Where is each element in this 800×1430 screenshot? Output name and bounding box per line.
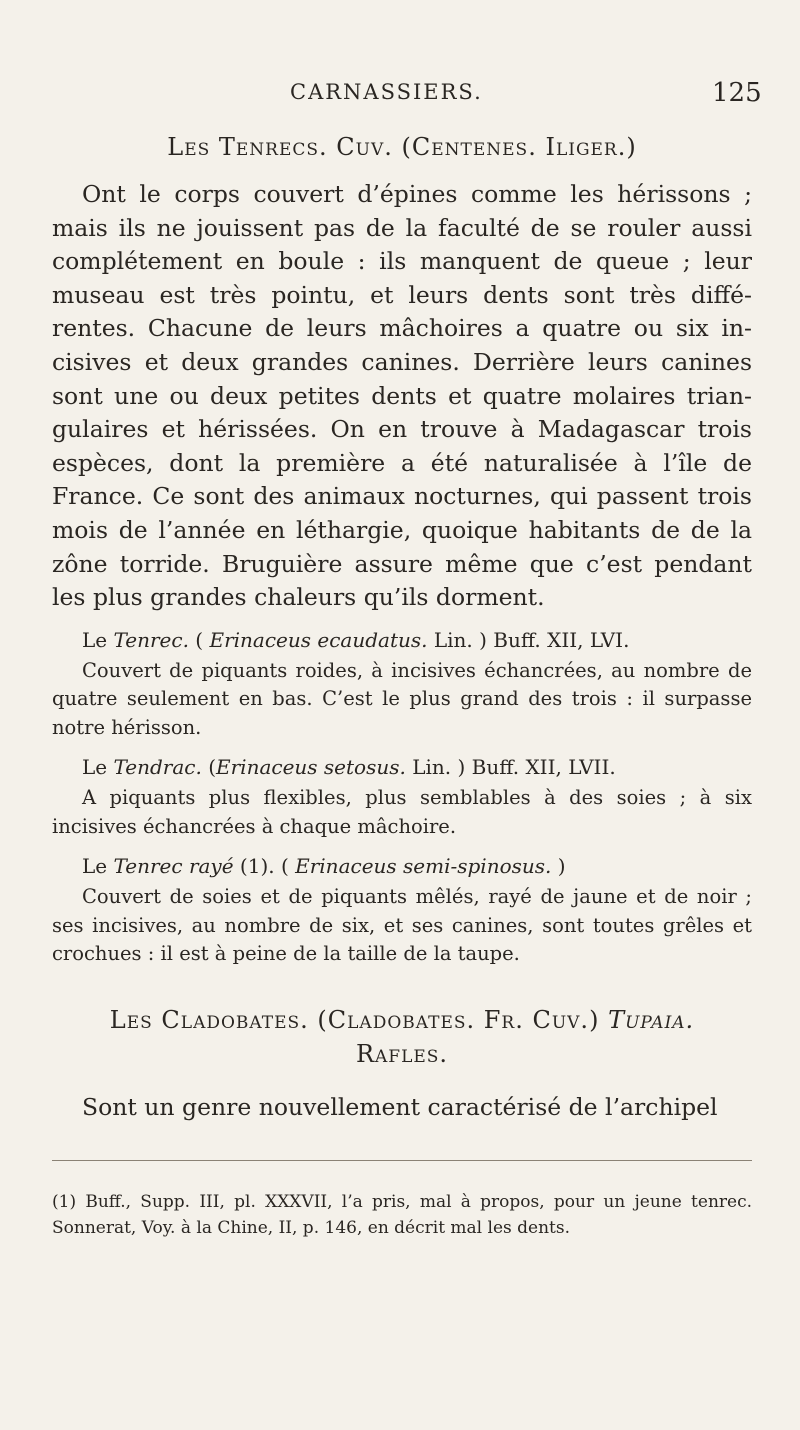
species-tenrec-raye-description: Couvert de soies et de piquants mêlés, rayé de jaune et de noir ; ses incisives, au nombre de six, et ses canines, sont toutes grêles et crochues : il est à peine de la taille de la taupe. — [52, 885, 752, 966]
species-common-name: Tendrac. — [113, 755, 202, 780]
species-latin-name: Erinaceus ecaudatus. — [209, 627, 428, 652]
footnote: (1) Buff., Supp. III, pl. XXXVII, l’a pris, mal à propos, pour un jeune tenrec. Sonnerat, Voy. à la Chine, II, p. 146, en décrit mal les dents. — [52, 1192, 752, 1238]
species-article: Le — [82, 627, 114, 652]
section-title-tenrecs: Les Tenrecs. Cuv. (Centenes. Iliger.) — [167, 133, 637, 161]
species-tendrac-heading — [52, 752, 752, 782]
page-header — [0, 78, 800, 114]
footnote-rule — [52, 1160, 752, 1161]
cladobates-title-text: Les Cladobates. (Cladobates. Fr. Cuv.) — [109, 1005, 600, 1034]
cladobates-paragraph: Sont un genre nouvellement caractérisé de l’archipel — [82, 1092, 718, 1121]
species-paren: (1). ( — [233, 854, 296, 879]
species-article: Le — [82, 755, 114, 780]
cladobates-title-italic: Tupaia. — [608, 1005, 695, 1034]
species-reference: Lin. ) Buff. XII, LVII. — [405, 755, 616, 780]
species-paren: ( — [188, 627, 210, 652]
species-tendrac-description: A piquants plus flexibles, plus semblables à des soies ; à six incisives échancrées à chaque mâchoire. — [52, 786, 752, 838]
species-tenrec-description: Couvert de piquants roides, à incisives échancrées, au nombre de quatre seulement en bas. C’est le plus grand des trois : il surpasse notre hérisson. — [52, 658, 752, 739]
species-common-name: Tenrec. — [113, 627, 189, 652]
running-head: CARNASSIERS. — [290, 80, 483, 104]
species-latin-name: Erinaceus semi-spinosus. — [295, 854, 552, 879]
spacer — [52, 969, 752, 983]
species-tenrec-raye-heading — [52, 851, 752, 881]
species-paren: ( — [201, 755, 217, 780]
species-reference: Lin. ) Buff. XII, LVI. — [427, 627, 630, 652]
page-number: 125 — [712, 78, 762, 108]
section-title-cladobates — [52, 1003, 752, 1037]
cladobates-title-line2: Rafles. — [355, 1039, 449, 1068]
page-body — [52, 130, 752, 1124]
tenrecs-paragraph: Ont le corps couvert d’épines comme les hérissons ; mais ils ne jouissent pas de la faculté de se rouler aussi complétement en boule : ils manquent de queue ; leur museau est très pointu, et leurs dents sont très diffé- rentes. Chacune de leurs mâchoires a quatre ou six in- cisives et deux grandes canines. Derrière leurs canines sont une ou deux petites dents et quatre molaires trian- gulaires et hérissées. On en trouve à Madagascar trois espèces, dont la première a été naturalisée à l’île de France. Ce sont des animaux nocturnes, qui passent trois mois de l’année en léthargie, quoique habitants de de la zône torride. Bruguière assure même que c’est pendant les plus grandes chaleurs qu’ils dorment. — [52, 180, 752, 612]
species-common-name: Tenrec rayé — [113, 854, 234, 879]
species-article: Le — [82, 854, 114, 879]
species-reference: ) — [551, 854, 566, 879]
species-latin-name: Erinaceus setosus. — [216, 755, 406, 780]
species-tenrec-heading — [52, 625, 752, 655]
